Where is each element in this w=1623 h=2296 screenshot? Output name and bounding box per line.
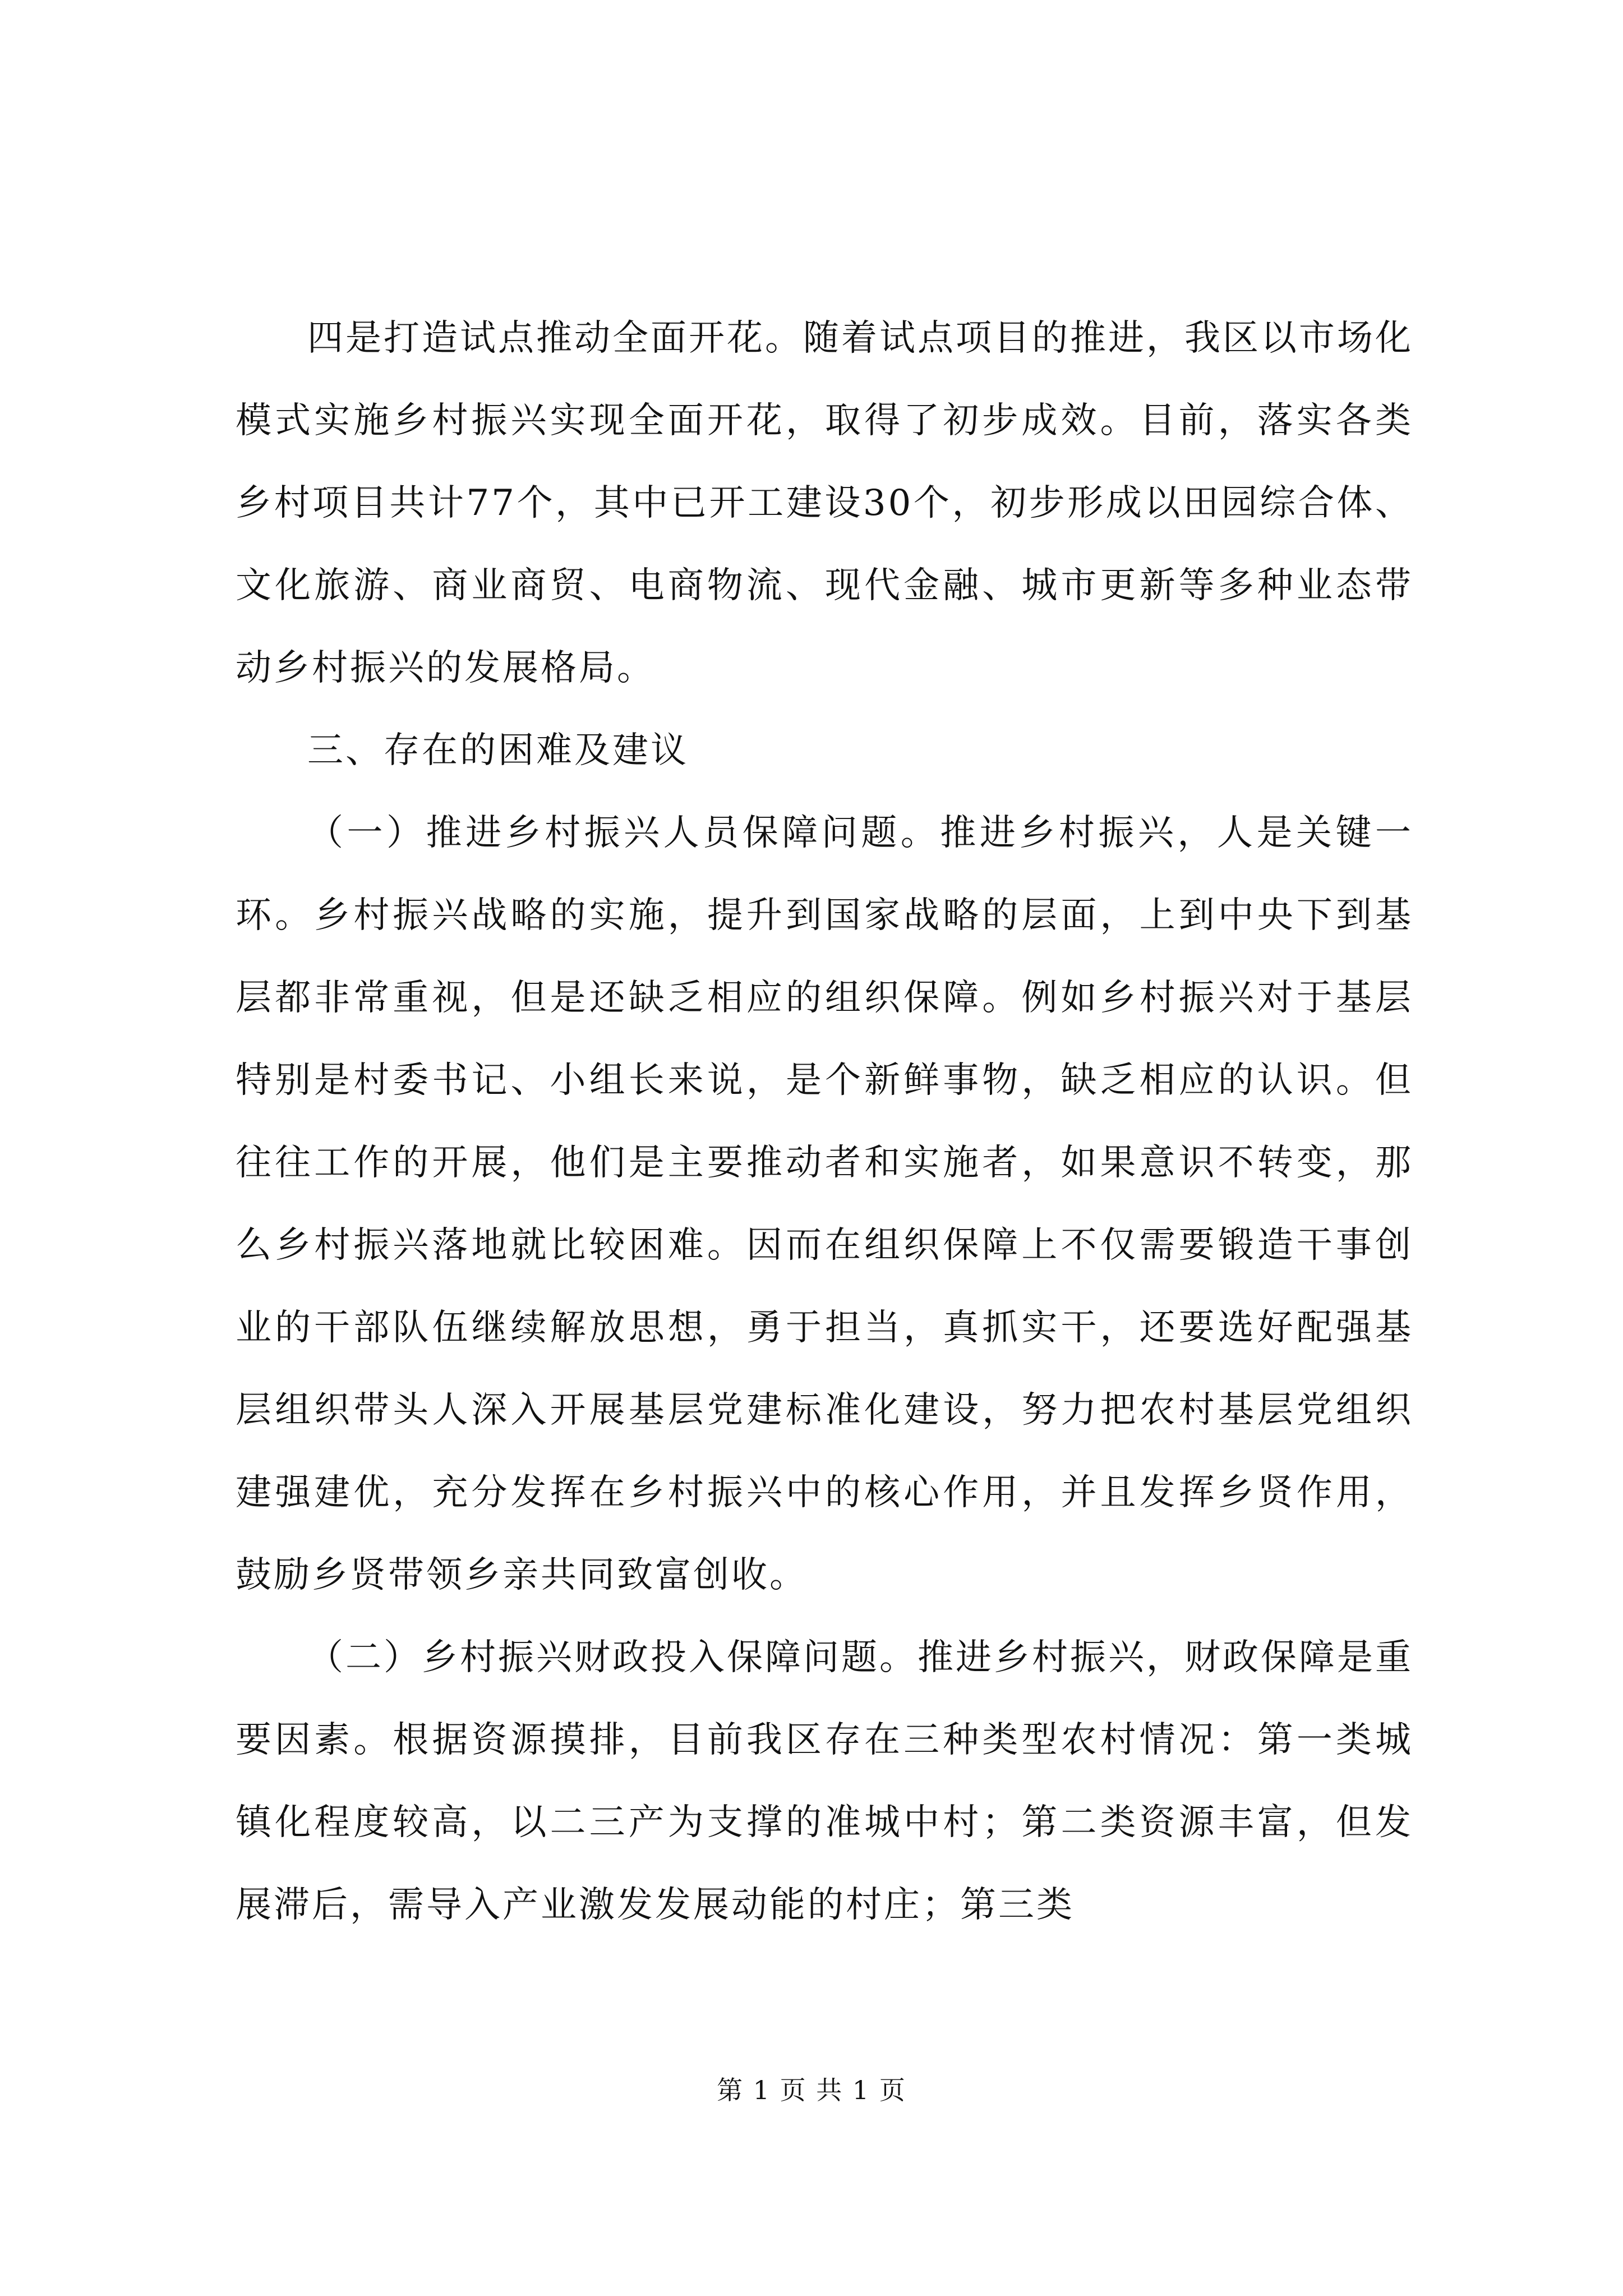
section-heading-difficulties: 三、存在的困难及建议 — [307, 730, 689, 771]
page-footer: 第 1 页 共 1 页 — [717, 2075, 906, 2105]
paragraph-pilot-projects: 四是打造试点推动全面开花。随着试点项目的推进，我区以市场化模式实施乡村振兴实现全面开花，取得了初步成效。目前，落实各类乡村项目共计77个，其中已开工建设30个，初步形成以田园综合体、文化旅游、商业商贸、电商物流、现代金融、城市更新等多种业态带动乡村振兴的发展格局。 — [236, 318, 1413, 689]
document-body — [236, 297, 1413, 1947]
paragraph-fiscal-guarantee: （二）乡村振兴财政投入保障问题。推进乡村振兴，财政保障是重要因素。根据资源摸排，目前我区存在三种类型农村情况：第一类城镇化程度较高，以二三产为支撑的准城中村；第二类资源丰富，但发展滞后，需导入产业激发发展动能的村庄；第三类 — [236, 1637, 1413, 1926]
paragraph-personnel-guarantee: （一）推进乡村振兴人员保障问题。推进乡村振兴，人是关键一环。乡村振兴战略的实施，提升到国家战略的层面，上到中央下到基层都非常重视，但是还缺乏相应的组织保障。例如乡村振兴对于基层特别是村委书记、小组长来说，是个新鲜事物，缺乏相应的认识。但往往工作的开展，他们是主要推动者和实施者，如果意识不转变，那么乡村振兴落地就比较困难。因而在组织保障上不仅需要锻造干事创业的干部队伍继续解放思想，勇于担当，真抓实干，还要选好配强基层组织带头人深入开展基层党建标准化建设，努力把农村基层党组织建强建优，充分发挥在乡村振兴中的核心作用，并且发挥乡贤作用，鼓励乡贤带领乡亲共同致富创收。 — [236, 812, 1413, 1596]
